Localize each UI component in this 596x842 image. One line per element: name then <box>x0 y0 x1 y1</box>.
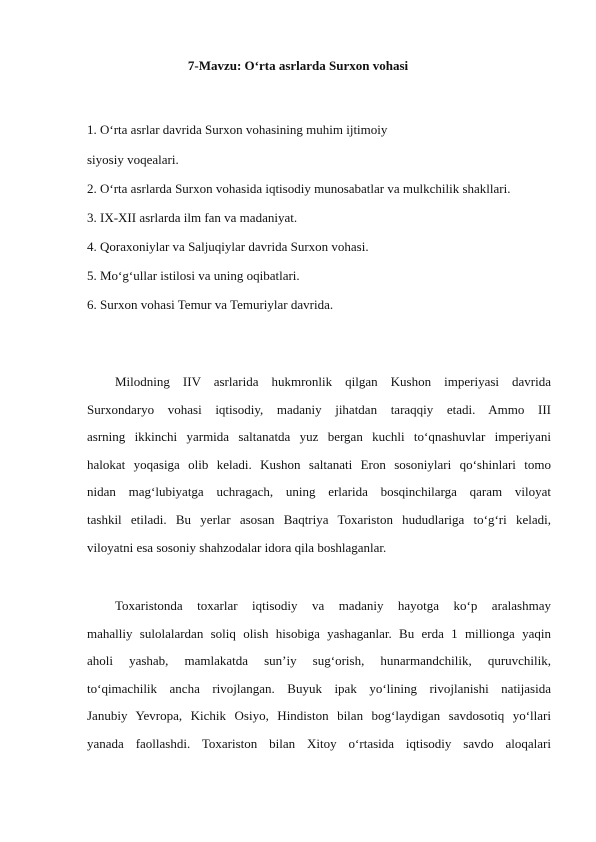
paragraph-line: nidan mag‘lubiyatga uchragach, uning erlarida bosqinchilarga qaram viloyat <box>87 484 551 500</box>
paragraph-line: mahalliy sulolalardan soliq olish hisobiga yashaganlar. Bu erda 1 millionga yaqin <box>87 625 551 641</box>
paragraph-line: to‘qimachilik ancha rivojlangan. Buyuk ipak yo‘lining rivojlanishi natijasida <box>87 680 551 696</box>
paragraph-kushon <box>87 368 551 561</box>
plan-item-5: 5. Mo‘g‘ullar istilosi va uning oqibatlari. <box>87 268 300 283</box>
plan-item-4: 4. Qoraxoniylar va Saljuqiylar davrida Surxon vohasi. <box>87 239 369 254</box>
plan-item-6: 6. Surxon vohasi Temur va Temuriylar davrida. <box>87 297 334 312</box>
paragraph-line: Milodning IIV asrlarida hukmronlik qilgan Kushon imperiyasi davrida <box>115 374 551 389</box>
paragraph-line: asrning ikkinchi yarmida saltanatda yuz bergan kuchli to‘qnashuvlar imperiyani <box>87 429 551 445</box>
plan-item-3: 3. IX-XII asrlarda ilm fan va madaniyat. <box>87 210 298 225</box>
paragraph-line: tashkil etiladi. Bu yerlar asosan Baqtriya Toxariston hududlariga to‘g‘ri keladi, <box>87 511 551 527</box>
paragraph-line: Surxondaryo vohasi iqtisodiy, madaniy jihatdan taraqqiy etadi. Ammo III <box>87 401 551 417</box>
paragraph-line: Janubiy Yevropa, Kichik Osiyo, Hindiston bilan bog‘laydigan savdosotiq yo‘llari <box>87 708 551 724</box>
paragraph-line: yanada faollashdi. Toxariston bilan Xitoy o‘rtasida iqtisodiy savdo aloqalari <box>87 735 551 751</box>
paragraph-line: Toxaristonda toxarlar iqtisodiy va madaniy hayotga ko‘p aralashmay <box>115 598 551 613</box>
paragraph-toxariston <box>87 592 551 758</box>
paragraph-line: halokat yoqasiga olib keladi. Kushon saltanati Eron sosoniylari qo‘shinlari tomo <box>87 456 551 472</box>
plan-item-2: 2. O‘rta asrlarda Surxon vohasida iqtisodiy munosabatlar va mulkchilik shakllari. <box>87 181 511 196</box>
page-title: 7-Mavzu: O‘rta asrlarda Surxon vohasi <box>187 58 409 73</box>
paragraph-line: aholi yashab, mamlakatda sun’iy sug‘orish, hunarmandchilik, quruvchilik, <box>87 653 551 669</box>
plan-item-1: 1. O‘rta asrlar davrida Surxon vohasining muhim ijtimoiy <box>87 122 388 137</box>
paragraph-line: viloyatni esa sosoniy shahzodalar idora qila boshlaganlar. <box>87 539 387 555</box>
plan-item-1-continued: siyosiy voqealari. <box>87 152 179 167</box>
